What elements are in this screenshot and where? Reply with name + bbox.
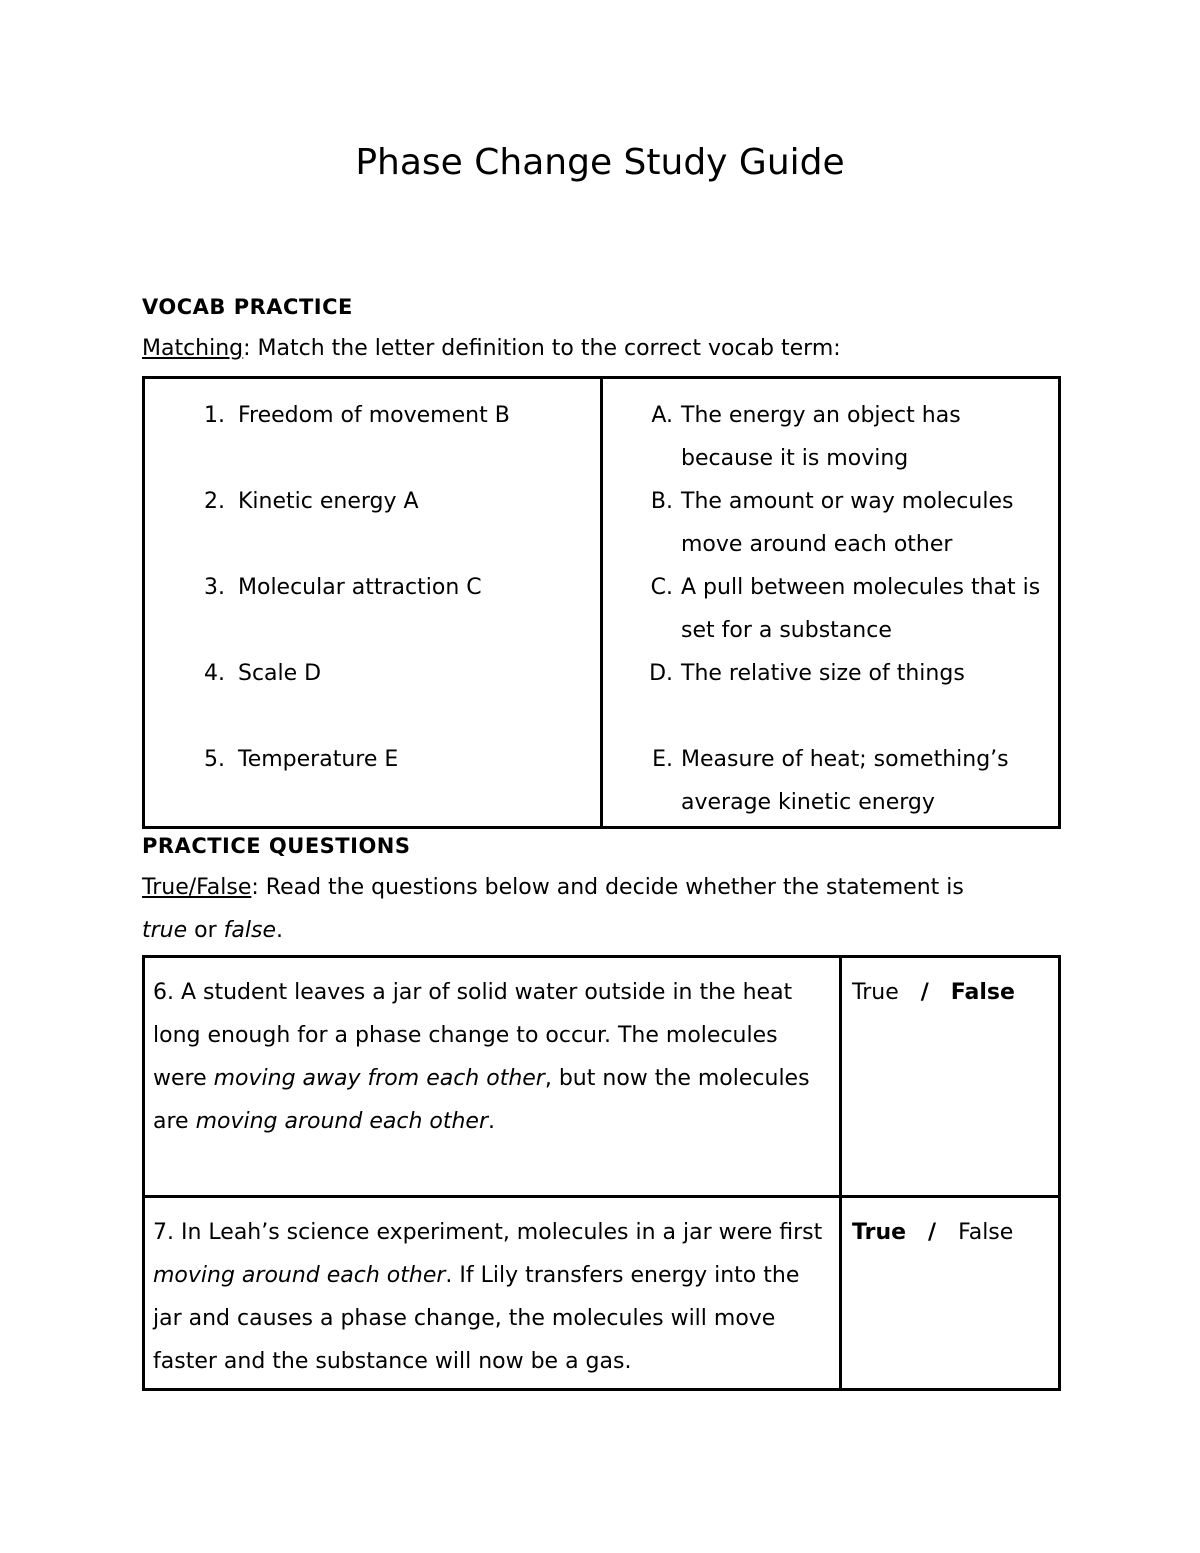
definition-letter: D. [649, 661, 673, 686]
terms-column [144, 378, 602, 828]
definition-letter: E. [652, 747, 673, 772]
true-false-text: : Read the questions below and decide whether the statement is [251, 875, 964, 900]
practice-heading: PRACTICE QUESTIONS [142, 834, 411, 858]
definition-item [603, 652, 1058, 738]
answer-6 [841, 957, 1060, 1197]
vocab-heading: VOCAB PRACTICE [142, 295, 353, 319]
matching-text: : Match the letter definition to the correct vocab term: [243, 336, 841, 361]
definition-text: Measure of heat; something’s average kinetic energy [681, 747, 1009, 815]
question-text: 7. In Leah’s science experiment, molecules in a jar were first [153, 1220, 823, 1245]
true-option-selected[interactable]: True [852, 1220, 907, 1245]
question-text: , but now the molecules are [153, 1066, 810, 1134]
term-item [145, 738, 600, 781]
false-option-selected[interactable]: False [950, 980, 1015, 1005]
question-emphasis: moving around each other [153, 1263, 446, 1288]
matching-instructions [142, 327, 1062, 370]
term-item [145, 652, 600, 695]
answer-separator: / [928, 1220, 937, 1245]
term-text: Freedom of movement B [238, 403, 510, 428]
term-text: Scale D [238, 661, 322, 686]
question-text: . [488, 1109, 495, 1134]
term-text: Kinetic energy A [238, 489, 419, 514]
question-emphasis: moving around each other [195, 1109, 488, 1134]
term-item [145, 566, 600, 609]
question-6 [144, 957, 841, 1197]
term-text: Temperature E [238, 747, 399, 772]
term-text: Molecular attraction C [238, 575, 482, 600]
definition-letter: C. [650, 575, 673, 600]
term-item [145, 480, 600, 523]
term-number: 3. [204, 575, 225, 600]
definition-item [603, 394, 1058, 480]
definition-item [603, 738, 1058, 824]
term-number: 5. [204, 747, 225, 772]
question-text: 6. A student leaves a jar of solid water outside in the heat long enough for a phase change to occur. The molecules were [153, 980, 793, 1091]
instruction-end: . [276, 918, 283, 943]
definition-item [603, 566, 1058, 652]
true-false-table [142, 955, 1061, 1391]
definition-text: A pull between molecules that is set for a substance [681, 575, 1041, 643]
or-word: or [187, 918, 224, 943]
page-title: Phase Change Study Guide [355, 142, 845, 183]
true-word: true [142, 918, 188, 943]
table-row [144, 1197, 1060, 1390]
term-number: 1. [204, 403, 225, 428]
false-word: false [223, 918, 276, 943]
true-false-label: True/False [142, 875, 252, 900]
definitions-column [602, 378, 1060, 828]
question-7 [144, 1197, 841, 1390]
question-emphasis: moving away from each other [213, 1066, 545, 1091]
matching-label: Matching [142, 336, 244, 361]
true-false-instructions [142, 866, 1062, 952]
question-text: . If Lily transfers energy into the jar and causes a phase change, the molecules will move faster and the substance will now be a gas. [153, 1263, 800, 1374]
answer-7 [841, 1197, 1060, 1390]
true-option[interactable]: True [852, 980, 899, 1005]
term-item [145, 394, 600, 437]
definition-text: The amount or way molecules move around each other [681, 489, 1014, 557]
term-number: 4. [204, 661, 225, 686]
answer-separator: / [920, 980, 929, 1005]
definition-text: The relative size of things [681, 661, 965, 686]
matching-table [142, 376, 1061, 829]
false-option[interactable]: False [958, 1220, 1014, 1245]
definition-letter: B. [650, 489, 673, 514]
definition-text: The energy an object has because it is moving [681, 403, 961, 471]
table-row [144, 957, 1060, 1197]
term-number: 2. [204, 489, 225, 514]
definition-item [603, 480, 1058, 566]
definition-letter: A. [651, 403, 673, 428]
